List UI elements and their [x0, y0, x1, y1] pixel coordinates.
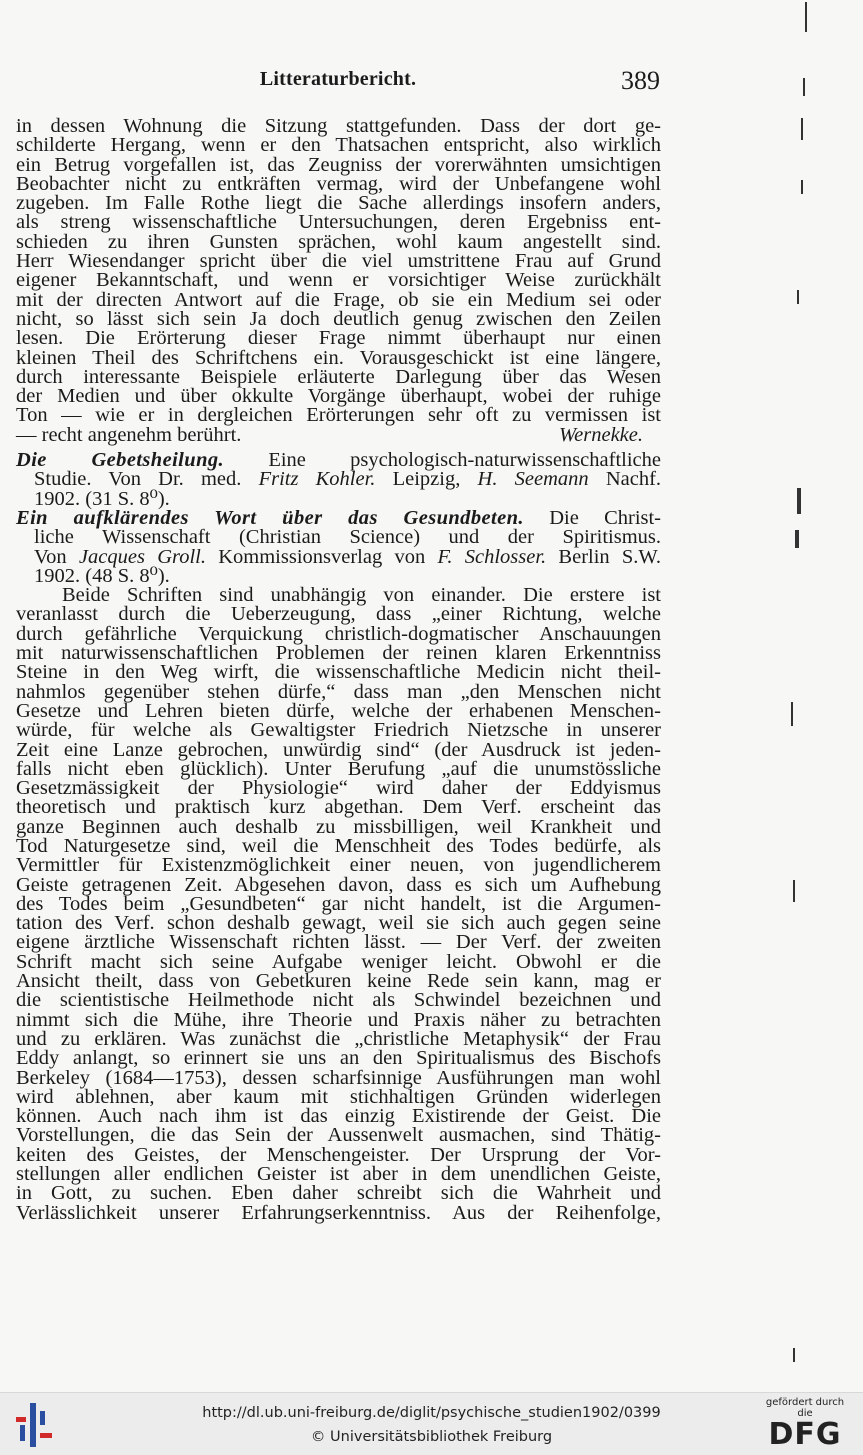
text-line: eigener Bekanntschaft, und wenn er vorsichtiger Weise zurückhält: [16, 269, 661, 292]
text-line: Eddy anlangt, so erinnert sie uns an den Spiritualismus des Bischofs: [16, 1047, 661, 1070]
text-line: Beide Schriften sind unabhängig von einander. Die erstere ist: [62, 584, 661, 607]
entry-line: Studie. Von Dr. med.: [34, 468, 242, 491]
text-line: mit der directen Antwort auf die Frage, ob sie ein Medium sei oder: [16, 288, 661, 311]
text-line: Ansicht theilt, dass von Gebetkuren keine Rede sein kann, mag er: [16, 970, 661, 993]
text-line: in Gott, zu suchen. Eben daher schreibt sich die Wahrheit und: [16, 1182, 661, 1205]
review-wiesendanger-paragraph: [16, 117, 661, 426]
text-line: Gesetze und Lehren bieten dürfe, welche der erhabenen Menschen-: [16, 699, 661, 722]
reviewer-signature: Wernekke.: [558, 423, 643, 446]
running-header: [14, 68, 662, 98]
text-line: schilderte Hergang, wenn er den Thatsachen entspricht, also wirklich: [16, 134, 661, 157]
text-line: theoretisch und praktisch kurz abgethan. Dem Verf. erscheint das: [16, 796, 661, 819]
entry-subtitle: Die Christ-: [549, 506, 662, 529]
text-line: würde, für welche als Gewaltigster Friedrich Nietzsche in unserer: [16, 719, 661, 742]
page-number: 389: [621, 66, 660, 95]
dfg-wordmark: DFG: [768, 1417, 842, 1452]
text-line: tation des Verf. schon deshalb gewagt, weil sie sich auch gegen seine: [16, 912, 661, 935]
copyright-notice: © Universitätsbibliothek Freiburg: [310, 1429, 553, 1445]
review-closing-text: — recht angenehm berührt.: [16, 423, 242, 446]
text-line: der Medien und über okkulte Vorgänge überhaupt, wobei der ruhige: [16, 385, 661, 408]
text-line: durch interessante Beispiele erläuterte Darlegung über das Wesen: [16, 365, 661, 388]
entry-collation: 1902. (48 S. 8⁰).: [34, 564, 170, 587]
text-line: Verlässlichkeit unserer Erfahrungserkenntniss. Aus der Reihenfolge,: [16, 1201, 661, 1224]
text-line: Tod Naturgesetze sind, weil die Menschheit des Todes bedürfe, als: [16, 834, 661, 857]
margin-scan-marks: [799, 0, 839, 1392]
entry-place: Berlin S.W.: [558, 545, 662, 568]
text-line: Steine in den Weg wirft, die wissenschaftliche Medicin nicht theil-: [16, 661, 661, 684]
text-line: als streng wissenschaftliche Untersuchungen, deren Ergebniss ent-: [16, 211, 661, 234]
text-line: Beobachter nicht zu entkräften vermag, wird der Unbefangene wohl: [16, 172, 661, 195]
entry-place: Leipzig,: [392, 468, 461, 491]
text-line: Vorstellungen, die das Sein der Aussenwelt ausmachen, sind Thätig-: [16, 1124, 661, 1147]
entry-line: Von: [34, 545, 67, 568]
text-line: keiten des Geistes, der Menschengeister. Der Ursprung der Vor-: [16, 1143, 661, 1166]
text-line: lesen. Die Erörterung dieser Frage nimmt überhaupt nur einen: [16, 327, 661, 350]
dfg-funded-by: gefördert durch die: [765, 1397, 845, 1419]
text-line: Zeit eine Lanze gebrochen, unwürdig sind“ (der Ausdruck ist jeden-: [16, 738, 661, 761]
text-line: nahmlos gegenüber stehen dürfe,“ dass man „den Menschen nicht: [16, 680, 661, 703]
text-line: veranlasst durch die Ueberzeugung, dass „einer Richtung, welche: [16, 603, 661, 626]
text-line: Herr Wiesendanger spricht über die viel umstrittene Frau auf Grund: [16, 250, 661, 273]
entry-line: Nachf.: [605, 468, 662, 491]
text-line: ganze Beginnen auch deshalb zu missbilligen, weil Krankheit und: [16, 815, 661, 838]
review-closing-line: [16, 423, 661, 446]
viewer-footer: [0, 1392, 863, 1455]
text-line: kleinen Theil des Schriftchens ein. Vorausgeschickt ist eine längere,: [16, 346, 661, 369]
text-line: stellungen aller endlichen Geister ist aber in dem unendlichen Geiste,: [16, 1163, 661, 1186]
text-line: in dessen Wohnung die Sitzung stattgefunden. Dass der dort ge-: [16, 115, 661, 137]
text-line: zugeben. Im Falle Rothe liegt die Sache allerdings insofern anders,: [16, 192, 661, 215]
text-line: durch gefährliche Verquickung christlich-dogmatischer Anschauungen: [16, 622, 661, 645]
source-url-link[interactable]: http://dl.ub.uni-freiburg.de/diglit/psychische_studien1902/0399: [202, 1405, 661, 1421]
text-line: wird ablehnen, aber kaum mit stichhaltigen Gründen widerlegen: [16, 1085, 661, 1108]
text-line: Schrift macht sich seine Aufgabe weniger leicht. Obwohl er die: [16, 950, 661, 973]
text-line: Vermittler für Existenzmöglichkeit einer neuen, von jugendlicherem: [16, 854, 661, 877]
text-line: eigene ärztliche Wissenschaft richten lässt. — Der Verf. der zweiten: [16, 931, 661, 954]
text-line: nimmt sich die Mühe, ihre Theorie und Praxis näher zu betrachten: [16, 1008, 661, 1031]
text-line: ein Betrug vorgefallen ist, das Zeugniss der vorerwähnten umsichtigen: [16, 153, 661, 176]
entry-title: Ein aufklärendes Wort über das Gesundbeten.: [16, 506, 524, 529]
text-line: falls nicht eben glücklich). Unter Berufung „auf die unumstössliche: [16, 757, 661, 780]
review-gesundbeten-paragraph: [16, 586, 661, 1223]
bibliographic-entry-gesundbeten: [16, 506, 662, 587]
text-line: mit naturwissenschaftlichen Problemen der reinen klaren Erkenntniss: [16, 642, 661, 665]
text-line: des Todes beim „Gesundbeten“ gar nicht handelt, ist die Argumen-: [16, 892, 661, 915]
entry-collation: 1902. (31 S. 8⁰).: [34, 487, 170, 510]
text-line: und zu erklären. Was zunächst die „christliche Metaphysik“ der Frau: [16, 1027, 661, 1050]
entry-line: liche Wissenschaft (Christian Science) und der Spiritismus.: [34, 526, 661, 549]
page-body: [16, 117, 661, 1223]
entry-title: Die Gebetsheilung.: [16, 449, 225, 472]
text-line: nicht, so lässt sich sein Ja doch deutlich genug zwischen den Zeilen: [16, 307, 661, 330]
bibliographic-entry-gebetsheilung: [16, 451, 661, 509]
text-line: Gesetzmässigkeit der Physiologie“ wird daher der Eddyismus: [16, 777, 661, 800]
entry-publisher: F. Schlosser.: [437, 545, 547, 568]
text-line: schieden zu ihren Gunsten sprächen, wohl kaum angestellt sind.: [16, 230, 661, 253]
text-line: können. Auch nach ihm ist das einzig Existirende der Geist. Die: [16, 1105, 661, 1128]
text-line: Ton — wie er in dergleichen Erörterungen sehr oft zu vermissen ist: [16, 404, 661, 427]
entry-line: Kommissionsverlag von: [218, 545, 426, 568]
entry-author: Fritz Kohler.: [258, 468, 376, 491]
running-title: Litteraturbericht.: [259, 68, 417, 90]
dfg-logo: [757, 1397, 853, 1451]
text-line: die scientistische Heilmethode nicht als Schwindel bezeichnen und: [16, 989, 661, 1012]
text-line: Berkeley (1684—1753), dessen scharfsinnige Ausführungen man wohl: [16, 1066, 661, 1089]
entry-publisher: H. Seemann: [477, 468, 589, 491]
entry-author: Jacques Groll.: [78, 545, 206, 568]
entry-subtitle: Eine psychologisch-naturwissenschaftliche: [268, 449, 661, 472]
text-line: Geiste getragenen Zeit. Abgesehen davon, dass es sich um Aufhebung: [16, 873, 661, 896]
